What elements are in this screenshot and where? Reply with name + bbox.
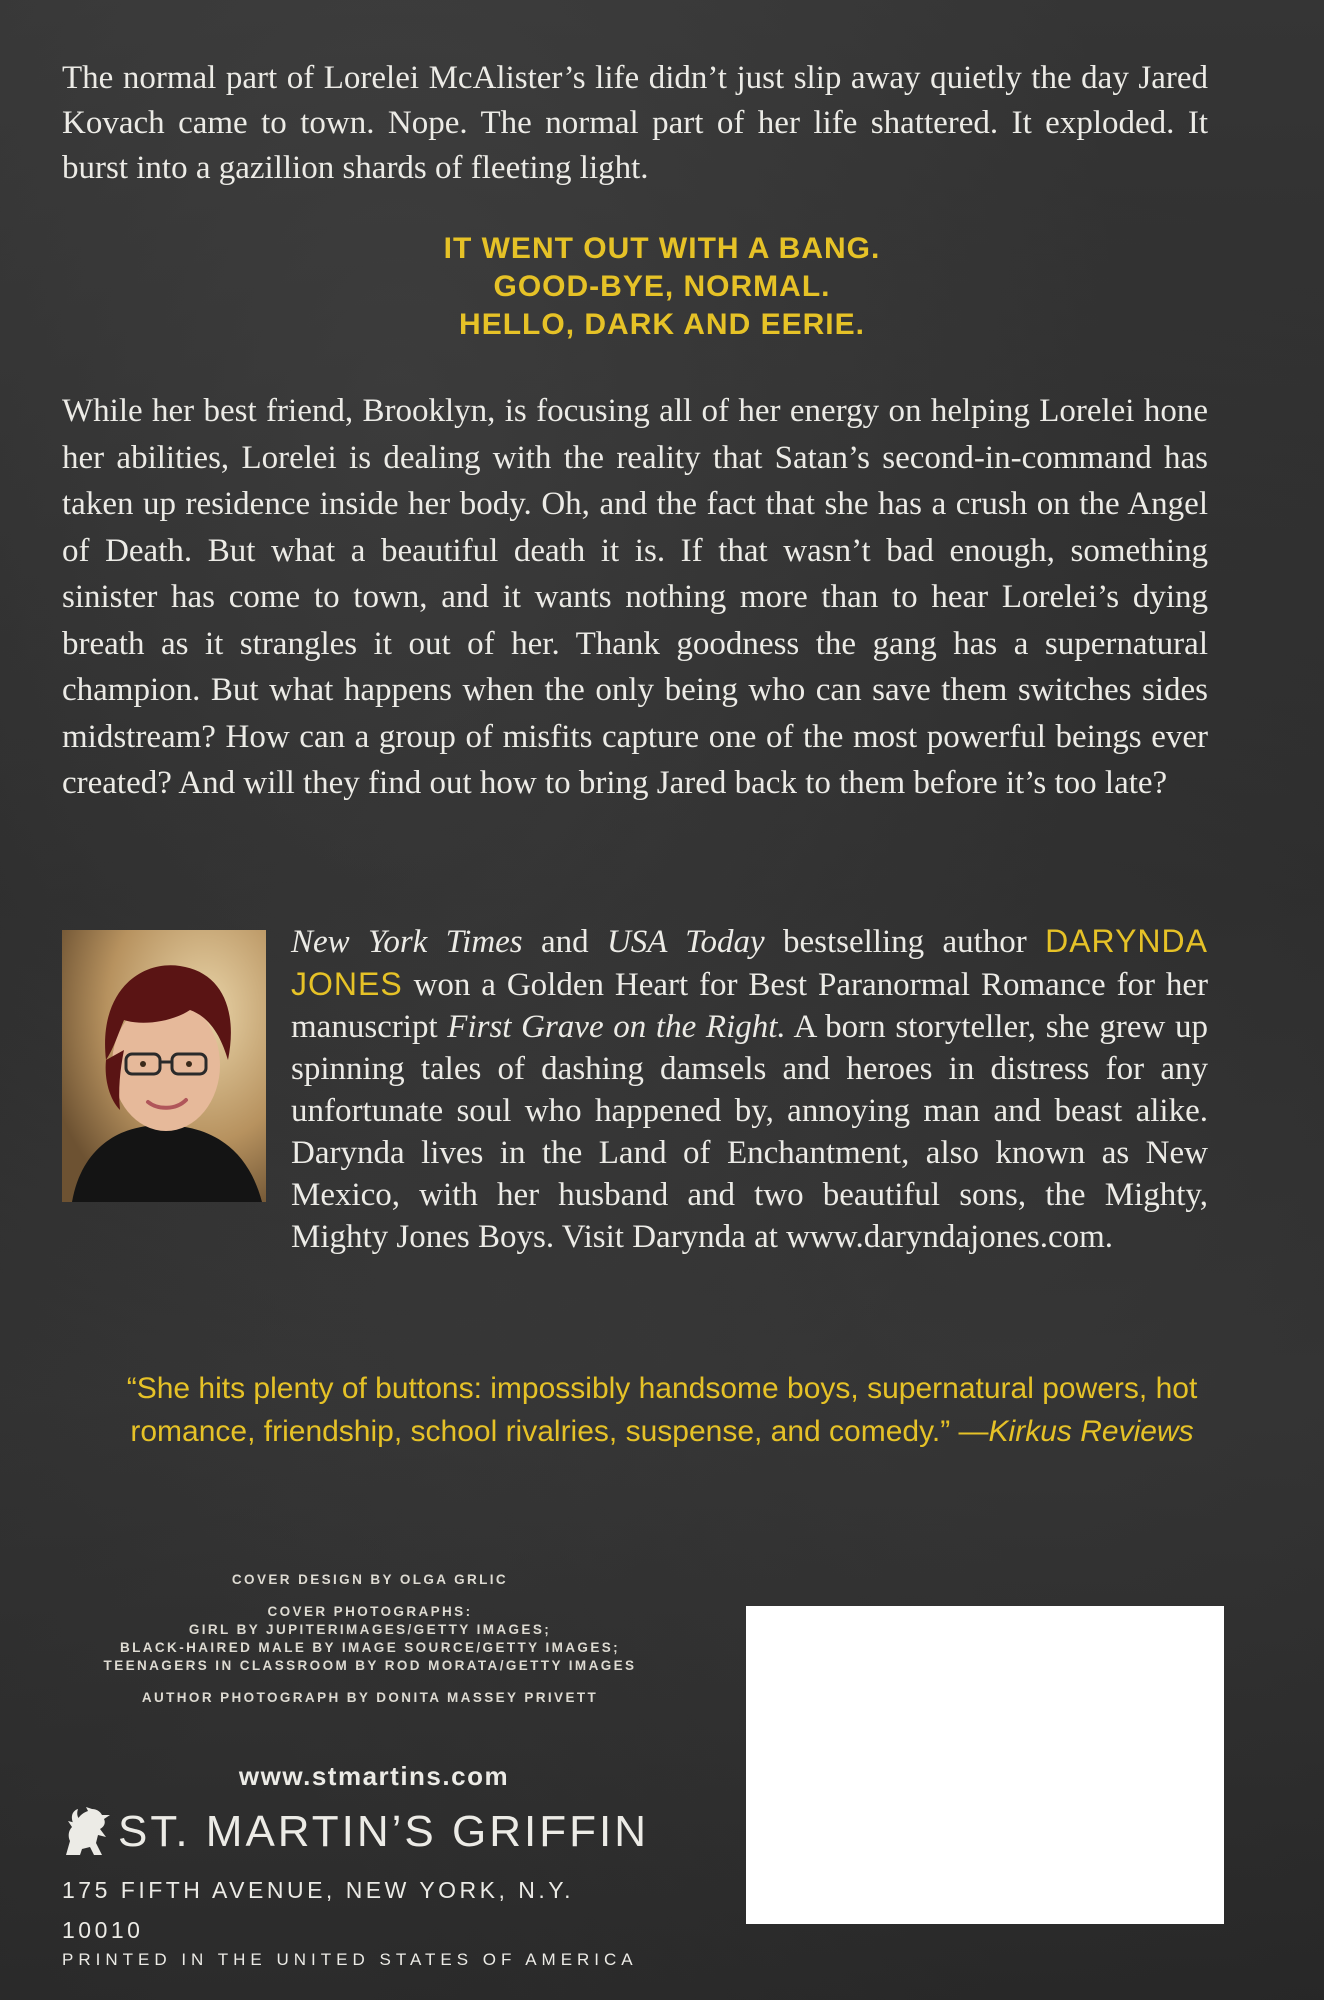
address-line-1: 175 FIFTH AVENUE, NEW YORK, N.Y. <box>62 1877 575 1903</box>
credit-photo-2: BLACK-HAIRED MALE BY IMAGE SOURCE/GETTY IMAGES; <box>119 1640 621 1655</box>
tagline-line-2: GOOD-BYE, NORMAL. <box>493 270 831 303</box>
credit-author-photo: AUTHOR PHOTOGRAPH BY DONITA MASSEY PRIVETT <box>141 1690 599 1705</box>
publisher-url[interactable]: www.stmartins.com <box>238 1761 510 1791</box>
quote-source: Kirkus Reviews <box>988 1415 1194 1448</box>
bio-nyt: New York Times <box>291 924 523 960</box>
bio-usa: USA Today <box>606 924 765 960</box>
publisher-logo <box>60 1803 700 1859</box>
credit-photographs <box>40 1603 700 1675</box>
griffin-logo-icon <box>60 1803 116 1859</box>
author-photo <box>62 930 266 1202</box>
intro-paragraph: The normal part of Lorelei McAlister’s life didn’t just slip away quietly the day Jared Kovach came to town. Nope. The normal part of her life shattered. It exploded. It burst into a gazillion shards of fleeting light. <box>62 60 1208 186</box>
publisher-name: ST. MARTIN’S GRIFFIN <box>118 1807 649 1856</box>
tagline <box>0 230 1324 344</box>
credit-photo-1: GIRL BY JUPITERIMAGES/GETTY IMAGES; <box>188 1622 552 1637</box>
credits <box>40 1571 700 1721</box>
bio-bestselling: bestselling author <box>764 924 1046 960</box>
credit-photos-heading: COVER PHOTOGRAPHS: <box>267 1604 473 1619</box>
bio-book-title: First Grave on the Right. <box>447 1009 786 1045</box>
credit-photo-3: TEENAGERS IN CLASSROOM BY ROD MORATA/GETTY IMAGES <box>103 1658 637 1673</box>
bio-rest: A born storyteller, she grew up spinning tales of dashing damsels and heroes in distress for any unfortunate soul who happened by, annoying man and beast alike. Darynda lives in the Land of Enchantment, also known as New Mexico, with her husband and two beautiful sons, the Mighty, Mighty Jones Boys. Visit Darynda at www.daryndajones.com. <box>291 1009 1208 1255</box>
address-line-2: 10010 <box>62 1917 144 1943</box>
publisher-address <box>62 1870 642 1950</box>
tagline-line-1: IT WENT OUT WITH A BANG. <box>443 232 881 265</box>
bio-won: won a Golden Heart for Best Paranormal Romance for her manuscript <box>291 967 1208 1045</box>
quote-text: “She hits plenty of buttons: impossibly handsome boys, supernatural powers, hot romance, friendship, school rivalries, suspense, and comedy.” — <box>126 1372 1198 1448</box>
printed-in: PRINTED IN THE UNITED STATES OF AMERICA <box>62 1950 638 1969</box>
tagline-line-3: HELLO, DARK AND EERIE. <box>459 308 865 341</box>
author-name: DARYNDA JONES <box>291 923 1208 1002</box>
barcode-placeholder <box>746 1606 1224 1924</box>
author-bio <box>291 920 1208 1258</box>
bio-and: and <box>522 924 607 960</box>
credit-cover-design: COVER DESIGN BY OLGA GRLIC <box>231 1572 509 1587</box>
review-quote <box>110 1367 1214 1453</box>
blurb-paragraph: While her best friend, Brooklyn, is focusing all of her energy on helping Lorelei hone her abilities, Lorelei is dealing with the reality that Satan’s second-in-command has taken up residence inside her body. Oh, and the fact that she has a crush on the Angel of Death. But what a beautiful death it is. If that wasn’t bad enough, something sinister has come to town, and it wants nothing more than to hear Lorelei’s dying breath as it strangles it out of her. Thank goodness the gang has a supernatural champion. But what happens when the only being who can save them switches sides midstream? How can a group of misfits capture one of the most powerful beings ever created? And will they find out how to bring Jared back to them before it’s too late? <box>62 393 1208 801</box>
author-portrait-icon <box>62 930 266 1202</box>
